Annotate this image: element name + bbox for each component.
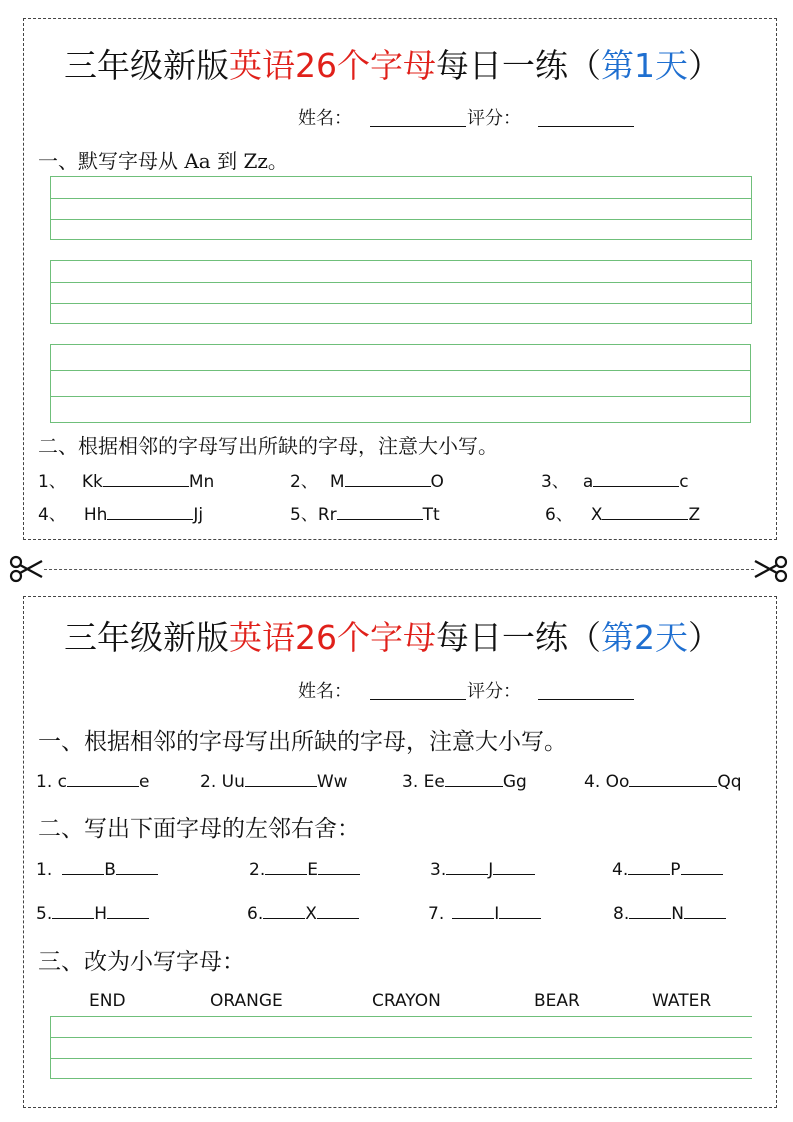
answer-blank[interactable] (602, 505, 688, 520)
day2-neighbor-3: 3. J (430, 860, 535, 880)
day2-neighbor-7: 7. I (428, 904, 541, 924)
answer-blank[interactable] (318, 860, 360, 875)
day2-question-2: 2. Uu Ww (200, 772, 348, 792)
answer-blank[interactable] (107, 904, 149, 919)
day2-score-field[interactable] (538, 699, 634, 700)
day2-neighbor-2: 2. E (249, 860, 360, 880)
answer-blank[interactable] (452, 904, 494, 919)
answer-blank[interactable] (499, 904, 541, 919)
scissors-icon (753, 555, 789, 583)
day1-name-label: 姓名： (298, 108, 352, 129)
answer-blank[interactable] (52, 904, 94, 919)
answer-blank[interactable] (107, 505, 193, 520)
day2-section3-heading: 三、改为小写字母： (38, 949, 245, 975)
answer-blank[interactable] (317, 904, 359, 919)
answer-blank[interactable] (684, 904, 726, 919)
answer-blank[interactable] (337, 505, 423, 520)
word-crayon: CRAYON (372, 991, 441, 1011)
day2-writing-lines[interactable] (50, 1016, 752, 1079)
word-end: END (89, 991, 126, 1011)
day2-name-field[interactable] (370, 699, 466, 700)
day1-score-field[interactable] (538, 126, 634, 127)
day2-question-4: 4. Oo Qq (584, 772, 742, 792)
day2-title: 三年级新版英语26个字母每日一练（第2天） (64, 618, 721, 657)
day2-neighbor-4: 4. P (612, 860, 723, 880)
day2-neighbor-8: 8. N (613, 904, 726, 924)
answer-blank[interactable] (62, 860, 104, 875)
answer-blank[interactable] (263, 904, 305, 919)
day2-section1-heading: 一、根据相邻的字母写出所缺的字母，注意大小写。 (38, 729, 567, 755)
answer-blank[interactable] (116, 860, 158, 875)
day2-section2-heading: 二、写出下面字母的左邻右舍： (38, 816, 360, 842)
answer-blank[interactable] (628, 860, 670, 875)
answer-blank[interactable] (67, 772, 139, 787)
answer-blank[interactable] (629, 904, 671, 919)
answer-blank[interactable] (446, 860, 488, 875)
answer-blank[interactable] (445, 772, 503, 787)
answer-blank[interactable] (593, 472, 679, 487)
day1-question-4: 4、 Hh Jj (38, 505, 204, 525)
answer-blank[interactable] (103, 472, 189, 487)
day1-writing-lines-1[interactable] (50, 176, 752, 240)
answer-blank[interactable] (265, 860, 307, 875)
day1-question-6: 6、 X Z (545, 505, 701, 525)
day2-neighbor-1: 1. B (36, 860, 158, 880)
day2-score-label: 评分： (467, 681, 521, 702)
answer-blank[interactable] (345, 472, 431, 487)
day2-question-3: 3. Ee Gg (402, 772, 527, 792)
day1-question-1: 1、 Kk Mn (38, 472, 215, 492)
day2-question-1: 1. c e (36, 772, 150, 792)
word-bear: BEAR (534, 991, 580, 1011)
day1-question-5: 5、Rr Tt (290, 505, 440, 525)
day2-name-label: 姓名： (298, 681, 352, 702)
answer-blank[interactable] (681, 860, 723, 875)
scissors-icon (8, 555, 44, 583)
answer-blank[interactable] (245, 772, 317, 787)
word-water: WATER (652, 991, 712, 1011)
day2-neighbor-6: 6. X (247, 904, 359, 924)
day1-name-field[interactable] (370, 126, 466, 127)
answer-blank[interactable] (629, 772, 717, 787)
cut-line (44, 569, 754, 570)
day1-section2-heading: 二、根据相邻的字母写出所缺的字母，注意大小写。 (38, 434, 498, 458)
day1-writing-lines-2[interactable] (50, 260, 752, 324)
answer-blank[interactable] (493, 860, 535, 875)
day1-section1-heading: 一、默写字母从 Aa 到 Zz。 (38, 149, 288, 173)
day1-question-3: 3、 a c (541, 472, 689, 492)
day2-neighbor-5: 5. H (36, 904, 149, 924)
day1-title: 三年级新版英语26个字母每日一练（第1天） (64, 46, 721, 85)
day1-question-2: 2、 M O (290, 472, 444, 492)
word-orange: ORANGE (210, 991, 283, 1011)
day1-score-label: 评分： (467, 108, 521, 129)
day1-writing-lines-3[interactable] (50, 344, 751, 423)
